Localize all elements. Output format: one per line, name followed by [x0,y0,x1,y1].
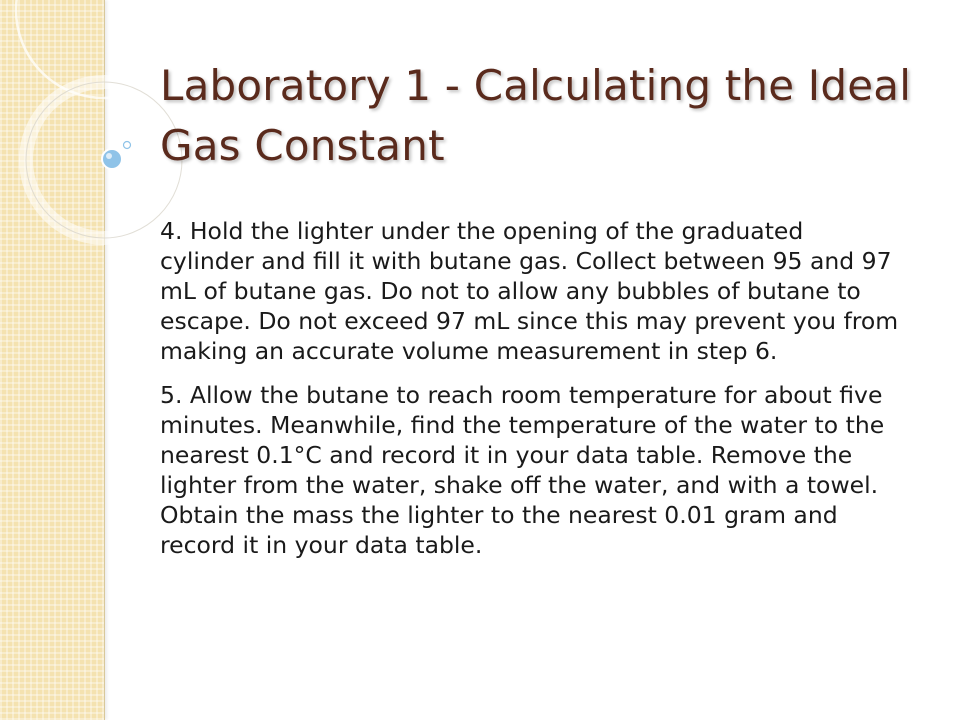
slide-body [160,216,900,574]
step-4-paragraph: 4. Hold the lighter under the opening of the graduated cylinder and fill it with butane gas. Collect between 95 and 97 mL of butane gas. Do not to allow any bubbles of butane to escape. Do not exceed 97 mL since this may prevent you from making an accurate volume measurement in step 6. [160,217,899,365]
slide-title: Laboratory 1 - Calculating the Ideal Gas Constant [160,61,912,170]
step-5-paragraph: 5. Allow the butane to reach room temperature for about five minutes. Meanwhile, find the temperature of the water to the nearest 0.1°C and record it in your data table. Remove the lighter from the water, shake off the water, and with a towel. Obtain the mass the lighter to the nearest 0.01 gram and record it in your data table. [160,381,885,559]
